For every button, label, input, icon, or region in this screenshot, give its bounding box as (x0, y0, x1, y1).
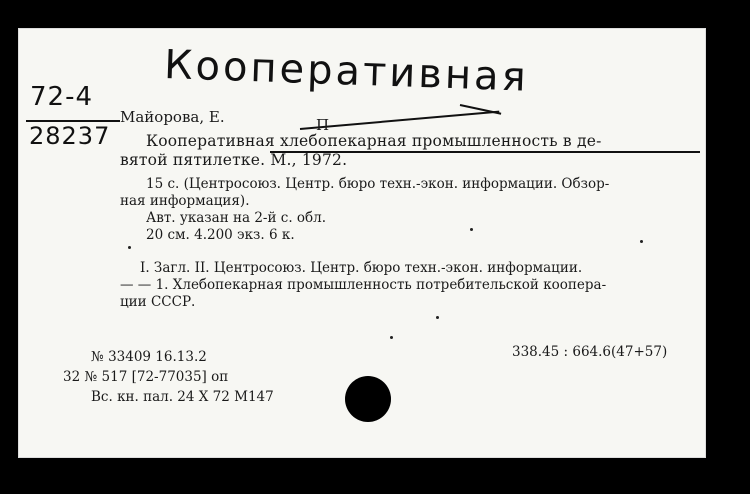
catalog-number-line-3: Вс. кн. пал. 24 X 72 М147 (91, 389, 274, 405)
tracing-line-1: I. Загл. II. Центросоюз. Центр. бюро техн.-экон. информации. (140, 260, 583, 276)
note-line-2: 20 см. 4.200 экз. 6 к. (146, 227, 295, 243)
description-line-2: ная информация). (120, 193, 250, 209)
description-line-1: 15 с. (Центросоюз. Центр. бюро техн.-экон. информации. Обзор- (146, 176, 610, 192)
scan-speck (128, 246, 131, 249)
catalog-number-line-1: № 33409 16.13.2 (91, 349, 207, 365)
scan-speck (390, 336, 393, 339)
tracing-line-2: — — 1. Хлебопекарная промышленность потребительской коопера- (120, 277, 607, 293)
classification-code: 338.45 : 664.6(47+57) (512, 344, 668, 360)
scan-speck (436, 316, 439, 319)
card-punch-hole (345, 376, 391, 422)
catalog-number-line-2: 32 № 517 [72-77035] оп (63, 369, 229, 385)
handwritten-call-number: 72-4 (30, 82, 94, 112)
handwritten-title: Кооперативная (163, 42, 530, 101)
tracing-line-3: ции СССР. (120, 294, 196, 310)
title-line-2: вятой пятилетке. М., 1972. (120, 151, 348, 169)
handwritten-inventory-number: 28237 (29, 122, 111, 150)
scan-speck (640, 240, 643, 243)
note-line-1: Авт. указан на 2-й с. обл. (146, 210, 327, 226)
scan-speck (470, 228, 473, 231)
author-heading: Майорова, Е. (120, 108, 225, 126)
author-mark: П (316, 116, 330, 134)
title-line-1: Кооперативная хлебопекарная промышленность в де- (146, 132, 602, 150)
